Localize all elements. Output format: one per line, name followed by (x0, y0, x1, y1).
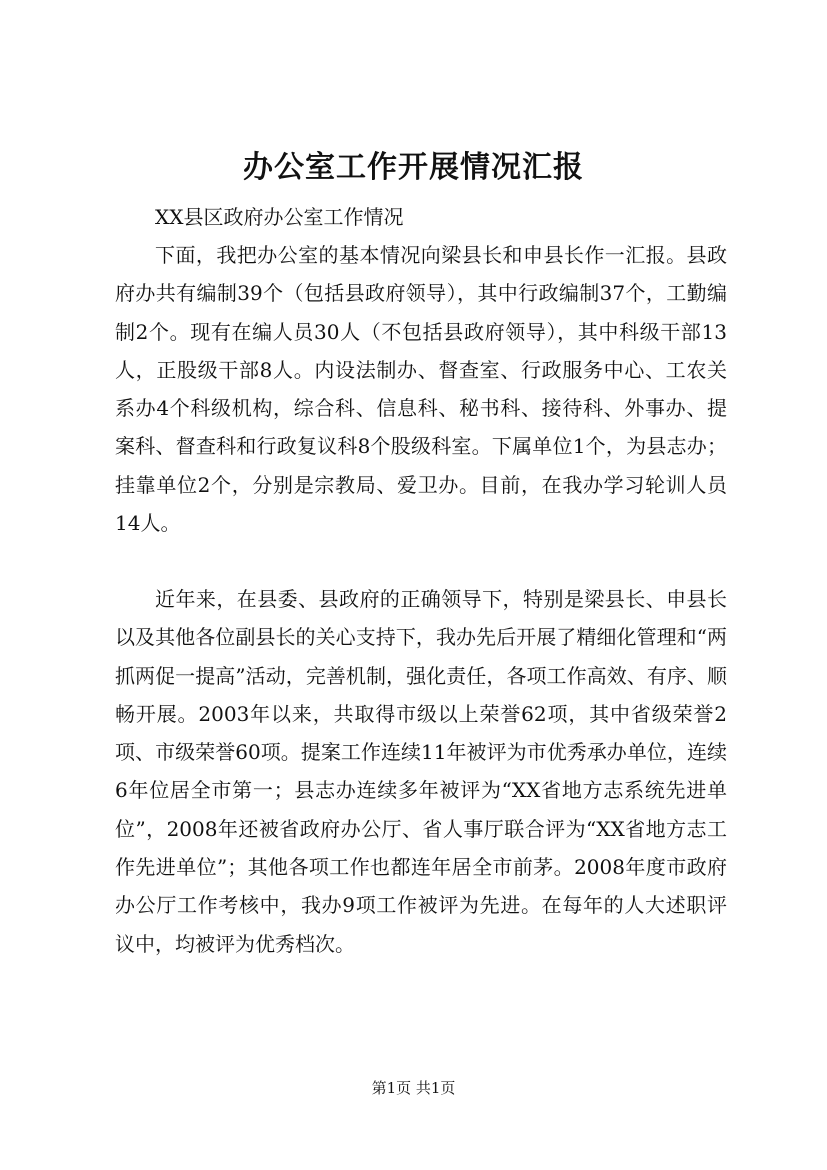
page-number-footer: 第1页 共1页 (371, 1079, 456, 1097)
document-title: 办公室工作开展情况汇报 (243, 150, 584, 185)
paragraph-achievements: 近年来，在县委、县政府的正确领导下，特别是梁县长、申县长以及其他各位副县长的关心支持下，我办先后开展了精细化管理和“两抓两促一提高”活动，完善机制，强化责任，各项工作高效、有序、顺畅开展。2003年以来，共取得市级以上荣誉62项，其中省级荣誉2项、市级荣誉60项。提案工作连续11年被评为市优秀承办单位，连续6年位居全市第一；县志办连续多年被评为“XX省地方志系统先进单位”，2008年还被省政府办公厅、省人事厅联合评为“XX省地方志工作先进单位”；其他各项工作也都连年居全市前茅。2008年度市政府办公厅工作考核中，我办9项工作被评为先进。在每年的人大述职评议中，均被评为优秀档次。 (115, 587, 727, 956)
document-subtitle: XX县区政府办公室工作情况 (155, 205, 404, 229)
paragraph-basic-info: 下面，我把办公室的基本情况向梁县长和申县长作一汇报。县政府办共有编制39个（包括县政府领导），其中行政编制37个，工勤编制2个。现有在编人员30人（不包括县政府领导），其中科级干部13人，正股级干部8人。内设法制办、督查室、行政服务中心、工农关系办4个科级机构，综合科、信息科、秘书科、接待科、外事办、提案科、督查科和行政复议科8个股级科室。下属单位1个，为县志办；挂靠单位2个，分别是宗教局、爱卫办。目前，在我办学习轮训人员14人。 (115, 243, 727, 536)
